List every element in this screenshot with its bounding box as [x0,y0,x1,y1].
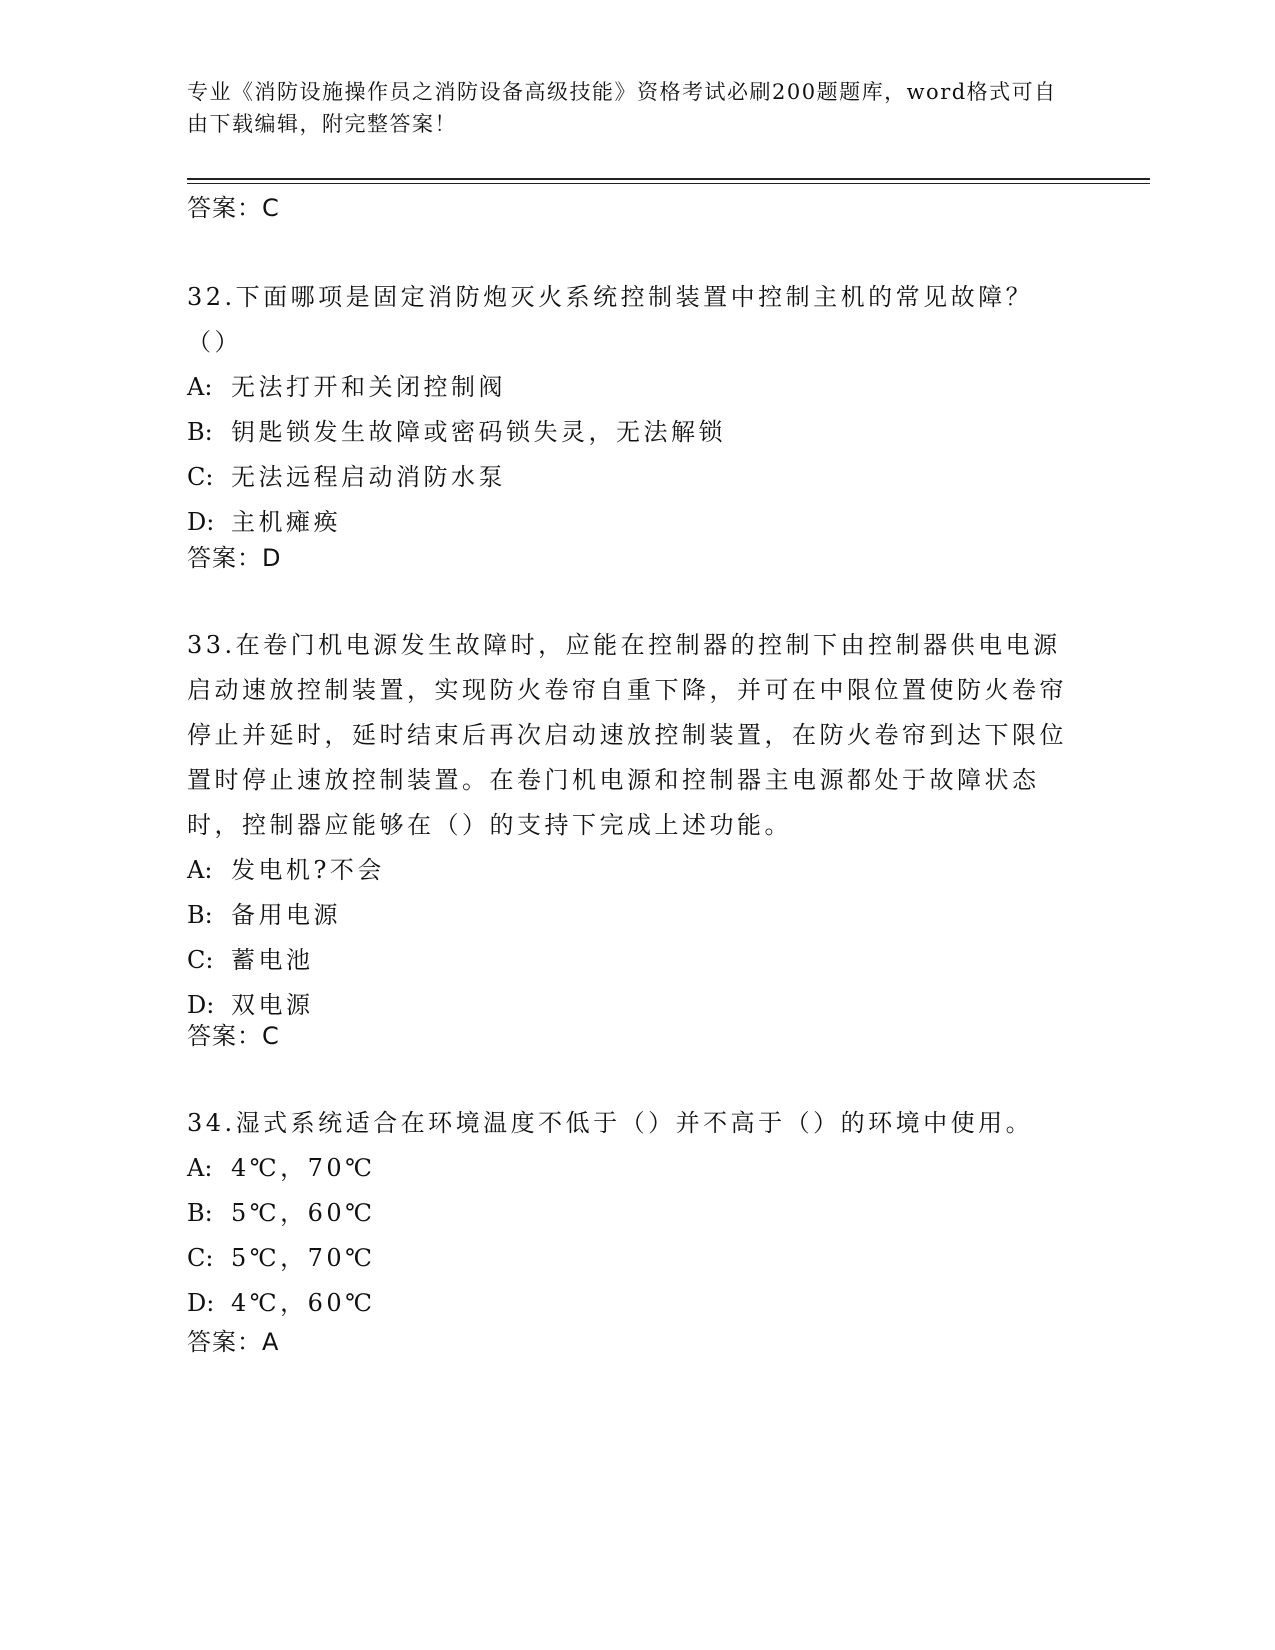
option-text: 双电源 [231,991,314,1019]
option-label: A: [187,856,213,884]
option-label: D: [187,1289,215,1317]
option-label: A: [187,1154,213,1182]
option-label: D: [187,991,215,1019]
option-text: 主机瘫痪 [231,508,341,536]
option-b [187,893,1067,938]
option-c [187,1236,1087,1281]
header-divider-thin [187,183,1150,184]
question-text: 32.下面哪项是固定消防炮灭火系统控制装置中控制主机的常见故障？（） [187,283,1034,356]
option-a [187,365,1067,410]
answer-q33: 答案：C [187,1022,280,1050]
option-label: A: [187,373,213,401]
question-text: 34.湿式系统适合在环境温度不低于（）并不高于（）的环境中使用。 [187,1109,1034,1137]
question-text: 33.在卷门机电源发生故障时，应能在控制器的控制下由控制器供电电源启动速放控制装置，实现防火卷帘自重下降，并可在中限位置使防火卷帘停止并延时，延时结束后再次启动速放控制装置，在防火卷帘到达下限位置时停止速放控制装置。在卷门机电源和控制器主电源都处于故障状态时，控制器应能够在（）的支持下完成上述功能。 [187,631,1067,839]
option-b [187,1191,1087,1236]
option-label: C: [187,946,214,974]
question-34 [187,1101,1087,1326]
option-a [187,1146,1087,1191]
option-label: C: [187,1244,214,1272]
option-label: C: [187,463,214,491]
document-header: 专业《消防设施操作员之消防设备高级技能》资格考试必刷200题题库，word格式可自由下载编辑，附完整答案！ [187,80,1057,136]
option-text: 无法打开和关闭控制阀 [231,373,506,401]
option-text: 5℃，60℃ [231,1199,376,1227]
option-c [187,455,1067,500]
option-label: B: [187,901,213,929]
option-text: 钥匙锁发生故障或密码锁失灵，无法解锁 [231,418,726,446]
option-a [187,848,1067,893]
option-b [187,410,1067,455]
option-text: 发电机?不会 [231,856,385,884]
option-text: 蓄电池 [231,946,314,974]
option-d [187,500,1067,545]
question-32 [187,275,1067,545]
option-text: 4℃，60℃ [231,1289,376,1317]
option-text: 备用电源 [231,901,341,929]
option-text: 无法远程启动消防水泵 [231,463,506,491]
question-33 [187,623,1067,1028]
option-label: D: [187,508,215,536]
answer-q32: 答案：D [187,544,282,572]
option-c [187,938,1067,983]
option-label: B: [187,1199,213,1227]
answer-q31: 答案：C [187,194,280,222]
option-text: 4℃，70℃ [231,1154,376,1182]
option-d [187,1281,1087,1326]
header-divider [187,178,1150,180]
option-label: B: [187,418,213,446]
option-text: 5℃，70℃ [231,1244,376,1272]
answer-q34: 答案：A [187,1328,280,1356]
